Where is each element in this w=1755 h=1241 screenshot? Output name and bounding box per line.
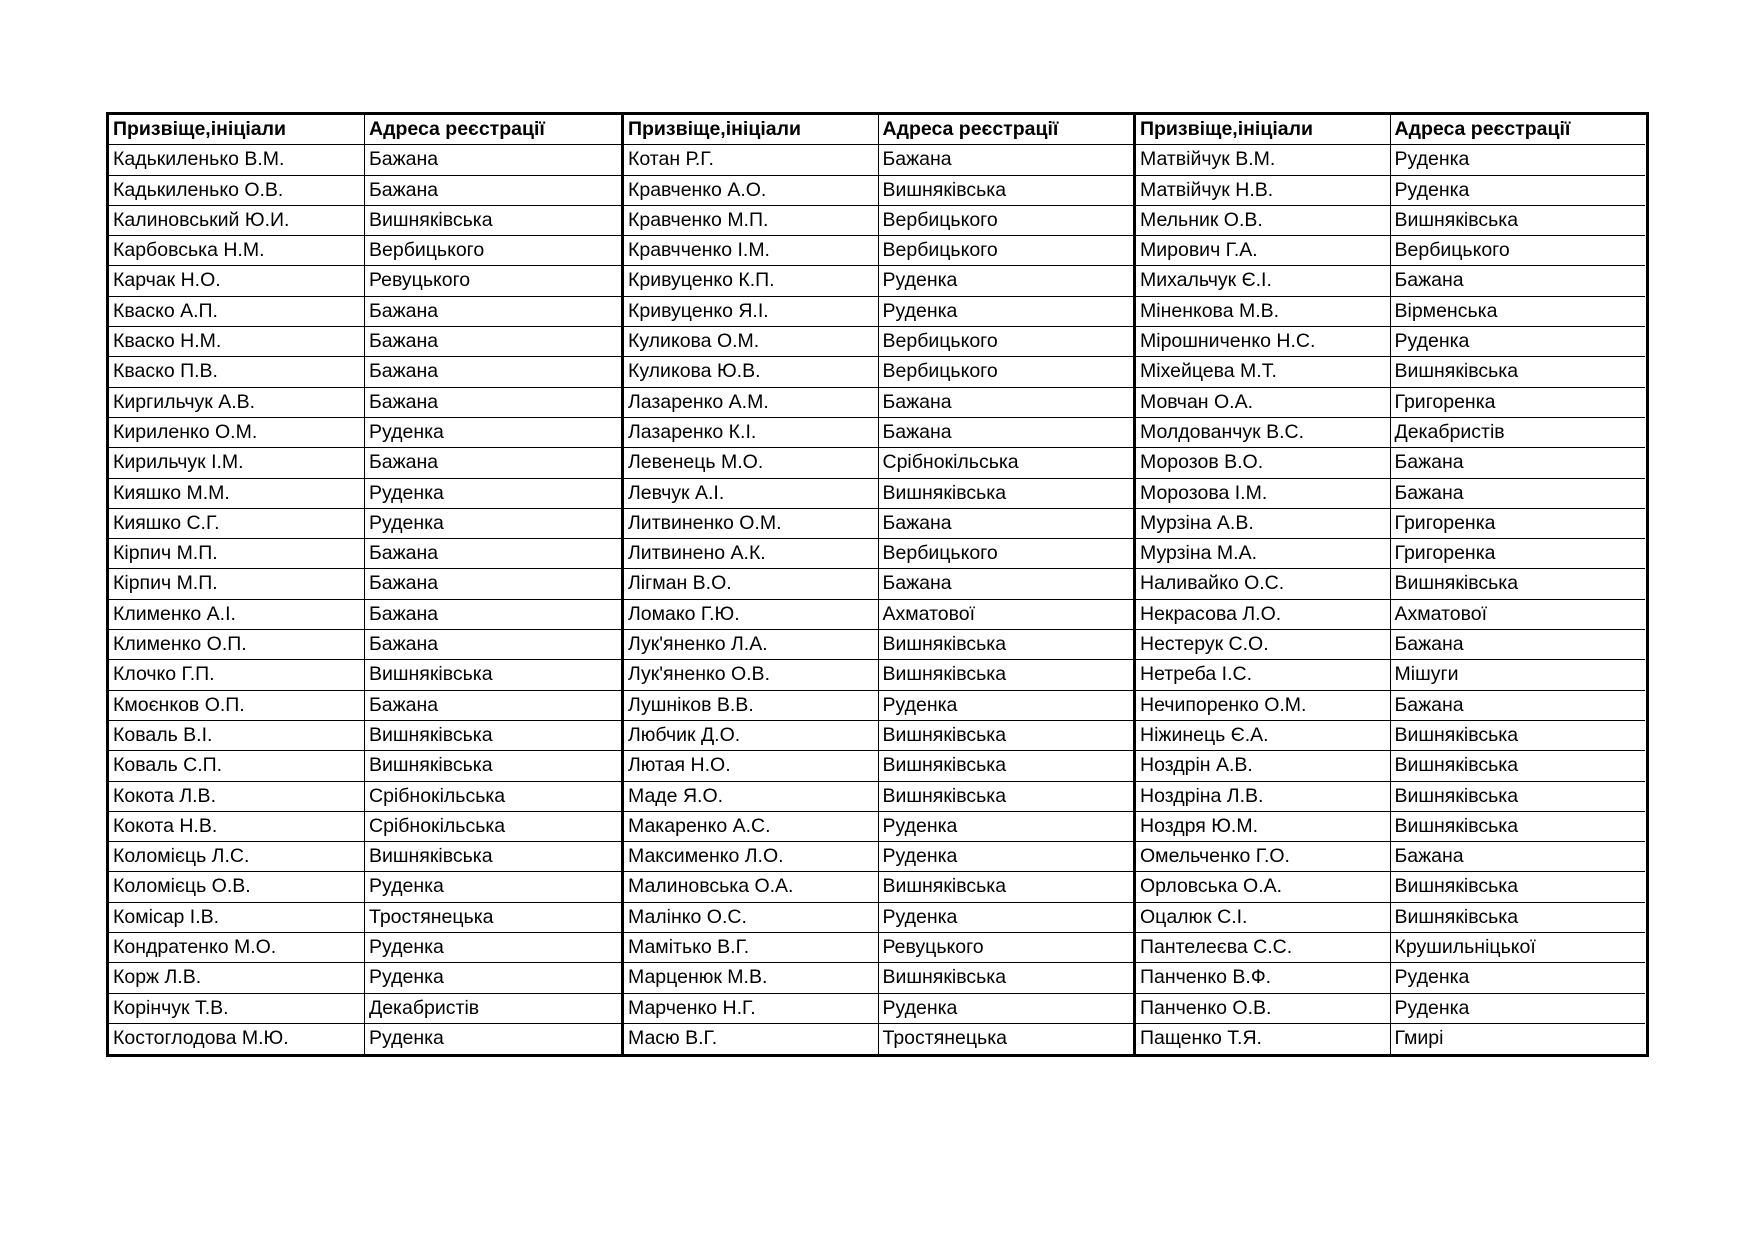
table-row — [624, 903, 1133, 933]
address-cell: Бажана — [369, 299, 439, 322]
address-cell: Григоренка — [1394, 511, 1496, 534]
name-cell: Левенець М.О. — [624, 448, 879, 477]
table-row — [109, 782, 621, 812]
address-cell: Декабристів — [369, 996, 480, 1019]
table-row — [624, 933, 1133, 963]
table-row — [109, 357, 621, 387]
table-row — [624, 418, 1133, 448]
address-cell: Бажана — [1394, 845, 1464, 868]
header-row — [624, 115, 1133, 145]
table-row — [624, 176, 1133, 206]
table-row — [624, 812, 1133, 842]
address-cell: Руденка — [1394, 178, 1470, 201]
name-cell: Кваско П.В. — [109, 357, 365, 386]
name-cell: Марценюк М.В. — [624, 963, 879, 992]
name-cell: Левчук А.І. — [624, 479, 879, 508]
name-cell: Малиновська О.А. — [624, 872, 879, 901]
address-cell: Вишняківська — [882, 723, 1007, 746]
header-name-cell: Призвіще,ініціали — [1136, 115, 1391, 144]
table-row — [1136, 297, 1645, 327]
name-cell: Кмоєнков О.П. — [109, 691, 365, 720]
address-cell: Руденка — [882, 299, 958, 322]
table-row — [1136, 691, 1645, 721]
name-cell: Кравченко М.П. — [624, 206, 879, 235]
table-row — [109, 691, 621, 721]
table-row — [1136, 176, 1645, 206]
table-row — [624, 963, 1133, 993]
table-row — [109, 1024, 621, 1054]
name-cell: Ніжинець Є.А. — [1136, 721, 1391, 750]
table-row — [624, 630, 1133, 660]
address-cell: Бажана — [369, 693, 439, 716]
name-cell: Кривуценко К.П. — [624, 266, 879, 295]
name-cell: Корінчук Т.В. — [109, 994, 365, 1023]
address-cell: Вишняківська — [369, 208, 493, 231]
header-name-cell: Призвіще,ініціали — [109, 115, 365, 144]
table-row — [1136, 569, 1645, 599]
name-cell: Кравчченко І.М. — [624, 236, 879, 265]
table-row — [1136, 933, 1645, 963]
address-cell: Руденка — [369, 420, 444, 443]
address-cell: Вишняківська — [369, 723, 493, 746]
table-row — [624, 660, 1133, 690]
name-cell: Кирильчук І.М. — [109, 448, 365, 477]
address-cell: Григоренка — [1394, 542, 1496, 565]
name-cell: Карбовська Н.М. — [109, 236, 365, 265]
address-cell: Тростянецька — [369, 905, 494, 928]
table-row — [624, 691, 1133, 721]
address-cell: Руденка — [882, 905, 958, 928]
name-cell: Литвинено А.К. — [624, 539, 879, 568]
header-address-cell: Адреса реєстрації — [882, 118, 1059, 140]
name-cell: Міненкова М.В. — [1136, 297, 1391, 326]
name-cell: Матвійчук Н.В. — [1136, 176, 1391, 205]
address-cell: Руденка — [369, 481, 444, 504]
table-row — [624, 782, 1133, 812]
column-block-2 — [621, 115, 1133, 1054]
address-cell: Вишняківська — [882, 663, 1007, 686]
name-cell: Лук'яненко Л.А. — [624, 630, 879, 659]
address-cell: Руденка — [1394, 148, 1470, 171]
header-address-cell: Адреса реєстрації — [369, 118, 545, 140]
table-row — [1136, 872, 1645, 902]
column-block-3 — [1133, 115, 1645, 1054]
name-cell: Кравченко А.О. — [624, 176, 879, 205]
table-row — [624, 206, 1133, 236]
table-row — [109, 479, 621, 509]
header-row — [109, 115, 621, 145]
address-cell: Бажана — [1394, 451, 1464, 474]
name-cell: Лазаренко К.І. — [624, 418, 879, 447]
name-cell: Орловська О.А. — [1136, 872, 1391, 901]
table-row — [109, 388, 621, 418]
table-row — [624, 448, 1133, 478]
name-cell: Макаренко А.С. — [624, 812, 879, 841]
name-cell: Кривуценко Я.І. — [624, 297, 879, 326]
table-row — [109, 569, 621, 599]
name-cell: Марченко Н.Г. — [624, 994, 879, 1023]
name-cell: Киргильчук А.В. — [109, 388, 365, 417]
table-row — [109, 872, 621, 902]
header-name-cell: Призвіще,ініціали — [624, 115, 879, 144]
table-row — [1136, 388, 1645, 418]
address-cell: Вербицького — [882, 330, 998, 353]
address-cell: Бажана — [882, 390, 952, 413]
address-cell: Вишняківська — [882, 633, 1007, 656]
address-cell: Руденка — [1394, 966, 1470, 989]
address-cell: Вишняківська — [1394, 723, 1519, 746]
address-cell: Вишняківська — [882, 875, 1007, 898]
name-cell: Мурзіна М.А. — [1136, 539, 1391, 568]
address-cell: Бажана — [369, 572, 439, 595]
table-row — [624, 994, 1133, 1024]
table-row — [1136, 903, 1645, 933]
name-cell: Кокота Н.В. — [109, 812, 365, 841]
table-row — [109, 206, 621, 236]
table-row — [624, 509, 1133, 539]
table-row — [109, 721, 621, 751]
address-cell: Бажана — [882, 572, 952, 595]
name-cell: Міхейцева М.Т. — [1136, 357, 1391, 386]
address-cell: Бажана — [1394, 481, 1464, 504]
name-cell: Коваль В.І. — [109, 721, 365, 750]
address-cell: Вишняківська — [369, 663, 493, 686]
table-row — [1136, 539, 1645, 569]
address-cell: Бажана — [369, 360, 439, 383]
name-cell: Малінко О.С. — [624, 903, 879, 932]
address-cell: Бажана — [882, 148, 952, 171]
address-cell: Срібнокільська — [369, 784, 506, 807]
table-row — [624, 721, 1133, 751]
name-cell: Мовчан О.А. — [1136, 388, 1391, 417]
table-row — [1136, 842, 1645, 872]
table-row — [1136, 600, 1645, 630]
table-row — [624, 842, 1133, 872]
name-cell: Ломако Г.Ю. — [624, 600, 879, 629]
name-cell: Мірошниченко Н.С. — [1136, 327, 1391, 356]
name-cell: Кондратенко М.О. — [109, 933, 365, 962]
table-row — [1136, 963, 1645, 993]
name-cell: Омельченко Г.О. — [1136, 842, 1391, 871]
table-row — [109, 660, 621, 690]
registration-table — [106, 112, 1649, 1057]
name-cell: Ноздріна Л.В. — [1136, 782, 1391, 811]
address-cell: Вишняківська — [1394, 360, 1519, 383]
name-cell: Мирович Г.А. — [1136, 236, 1391, 265]
address-cell: Руденка — [369, 511, 444, 534]
address-cell: Срібнокільська — [369, 814, 506, 837]
name-cell: Коваль С.П. — [109, 751, 365, 780]
address-cell: Срібнокільська — [882, 451, 1019, 474]
address-cell: Бажана — [882, 511, 952, 534]
table-row — [109, 630, 621, 660]
name-cell: Панченко В.Ф. — [1136, 963, 1391, 992]
address-cell: Бажана — [369, 602, 439, 625]
table-row — [1136, 266, 1645, 296]
address-cell: Вишняківська — [369, 754, 493, 777]
address-cell: Руденка — [369, 966, 444, 989]
address-cell: Руденка — [1394, 330, 1470, 353]
table-row — [624, 357, 1133, 387]
name-cell: Клочко Г.П. — [109, 660, 365, 689]
name-cell: Максименко Л.О. — [624, 842, 879, 871]
table-row — [1136, 479, 1645, 509]
table-row — [624, 145, 1133, 175]
table-row — [109, 903, 621, 933]
table-row — [1136, 1024, 1645, 1054]
name-cell: Молдованчук В.С. — [1136, 418, 1391, 447]
address-cell: Вишняківська — [1394, 208, 1519, 231]
table-row — [1136, 145, 1645, 175]
name-cell: Костоглодова М.Ю. — [109, 1024, 365, 1054]
address-cell: Вербицького — [882, 239, 998, 262]
name-cell: Куликова Ю.В. — [624, 357, 879, 386]
address-cell: Григоренка — [1394, 390, 1496, 413]
table-row — [624, 236, 1133, 266]
table-row — [1136, 448, 1645, 478]
name-cell: Мамітько В.Г. — [624, 933, 879, 962]
name-cell: Клименко А.І. — [109, 600, 365, 629]
table-row — [109, 297, 621, 327]
name-cell: Панченко О.В. — [1136, 994, 1391, 1023]
address-cell: Руденка — [1394, 996, 1470, 1019]
name-cell: Литвиненко О.М. — [624, 509, 879, 538]
table-row — [624, 1024, 1133, 1054]
address-cell: Вишняківська — [1394, 572, 1519, 595]
table-row — [109, 963, 621, 993]
name-cell: Пантелеєва С.С. — [1136, 933, 1391, 962]
table-row — [1136, 357, 1645, 387]
table-row — [109, 933, 621, 963]
table-row — [109, 539, 621, 569]
address-cell: Вірменська — [1394, 299, 1498, 322]
table-row — [1136, 418, 1645, 448]
table-row — [1136, 206, 1645, 236]
address-cell: Вишняківська — [1394, 754, 1519, 777]
header-row — [1136, 115, 1645, 145]
name-cell: Ноздря Ю.М. — [1136, 812, 1391, 841]
table-row — [109, 509, 621, 539]
name-cell: Кадькиленько О.В. — [109, 176, 365, 205]
name-cell: Некрасова Л.О. — [1136, 600, 1391, 629]
address-cell: Бажана — [369, 148, 439, 171]
address-cell: Руденка — [882, 693, 958, 716]
address-cell: Крушильніцької — [1394, 936, 1536, 959]
name-cell: Нестерук С.О. — [1136, 630, 1391, 659]
table-row — [109, 236, 621, 266]
address-cell: Руденка — [369, 875, 444, 898]
name-cell: Комісар І.В. — [109, 903, 365, 932]
name-cell: Мельник О.В. — [1136, 206, 1391, 235]
name-cell: Ноздрін А.В. — [1136, 751, 1391, 780]
name-cell: Мурзіна А.В. — [1136, 509, 1391, 538]
name-cell: Михальчук Є.І. — [1136, 266, 1391, 295]
address-cell: Мішуги — [1394, 663, 1459, 686]
table-row — [109, 176, 621, 206]
table-row — [624, 600, 1133, 630]
address-cell: Вербицького — [369, 239, 485, 262]
name-cell: Морозов В.О. — [1136, 448, 1391, 477]
address-cell: Бажана — [369, 178, 439, 201]
name-cell: Корж Л.В. — [109, 963, 365, 992]
table-row — [109, 418, 621, 448]
address-cell: Вишняківська — [882, 966, 1007, 989]
header-address-cell: Адреса реєстрації — [1394, 118, 1571, 140]
name-cell: Лазаренко А.М. — [624, 388, 879, 417]
name-cell: Лютая Н.О. — [624, 751, 879, 780]
name-cell: Куликова О.М. — [624, 327, 879, 356]
name-cell: Нетреба І.С. — [1136, 660, 1391, 689]
table-row — [1136, 509, 1645, 539]
address-cell: Вишняківська — [882, 481, 1007, 504]
address-cell: Вербицького — [882, 360, 998, 383]
address-cell: Тростянецька — [882, 1026, 1007, 1049]
address-cell: Ревуцького — [369, 269, 471, 292]
address-cell: Ахматової — [1394, 602, 1488, 625]
name-cell: Кірпич М.П. — [109, 569, 365, 598]
address-cell: Гмирі — [1394, 1026, 1444, 1049]
name-cell: Коломієць Л.С. — [109, 842, 365, 871]
name-cell: Кокота Л.В. — [109, 782, 365, 811]
table-row — [1136, 630, 1645, 660]
address-cell: Бажана — [1394, 633, 1464, 656]
name-cell: Кваско А.П. — [109, 297, 365, 326]
table-row — [624, 266, 1133, 296]
name-cell: Коломієць О.В. — [109, 872, 365, 901]
table-row — [1136, 327, 1645, 357]
address-cell: Вишняківська — [882, 178, 1007, 201]
address-cell: Руденка — [882, 269, 958, 292]
name-cell: Кияшко С.Г. — [109, 509, 365, 538]
name-cell: Лігман В.О. — [624, 569, 879, 598]
table-row — [1136, 751, 1645, 781]
table-row — [109, 266, 621, 296]
table-row — [109, 327, 621, 357]
table-row — [624, 751, 1133, 781]
name-cell: Кірпич М.П. — [109, 539, 365, 568]
address-cell: Вишняківська — [882, 754, 1007, 777]
table-row — [624, 388, 1133, 418]
address-cell: Руденка — [882, 814, 958, 837]
address-cell: Вишняківська — [369, 845, 493, 868]
name-cell: Наливайко О.С. — [1136, 569, 1391, 598]
table-row — [1136, 236, 1645, 266]
table-row — [109, 812, 621, 842]
address-cell: Руденка — [882, 845, 958, 868]
name-cell: Котан Р.Г. — [624, 145, 879, 174]
address-cell: Вишняківська — [1394, 905, 1519, 928]
name-cell: Кияшко М.М. — [109, 479, 365, 508]
name-cell: Маде Я.О. — [624, 782, 879, 811]
name-cell: Любчик Д.О. — [624, 721, 879, 750]
address-cell: Вишняківська — [1394, 814, 1519, 837]
address-cell: Бажана — [369, 633, 439, 656]
name-cell: Лушніков В.В. — [624, 691, 879, 720]
table-row — [109, 145, 621, 175]
address-cell: Вишняківська — [1394, 784, 1519, 807]
address-cell: Вишняківська — [1394, 875, 1519, 898]
address-cell: Вишняківська — [882, 784, 1007, 807]
name-cell: Лук'яненко О.В. — [624, 660, 879, 689]
name-cell: Масю В.Г. — [624, 1024, 879, 1054]
address-cell: Бажана — [1394, 269, 1464, 292]
name-cell: Матвійчук В.М. — [1136, 145, 1391, 174]
table-row — [109, 600, 621, 630]
address-cell: Вербицького — [882, 208, 998, 231]
name-cell: Нечипоренко О.М. — [1136, 691, 1391, 720]
table-row — [1136, 721, 1645, 751]
table-row — [624, 297, 1133, 327]
address-cell: Бажана — [1394, 693, 1464, 716]
table-row — [109, 751, 621, 781]
table-row — [1136, 660, 1645, 690]
table-row — [109, 448, 621, 478]
table-row — [109, 842, 621, 872]
name-cell: Клименко О.П. — [109, 630, 365, 659]
name-cell: Пащенко Т.Я. — [1136, 1024, 1391, 1054]
table-row — [624, 872, 1133, 902]
name-cell: Калиновський Ю.И. — [109, 206, 365, 235]
name-cell: Кириленко О.М. — [109, 418, 365, 447]
address-cell: Руденка — [369, 936, 444, 959]
address-cell: Руденка — [369, 1026, 444, 1049]
table-row — [624, 569, 1133, 599]
table-row — [1136, 782, 1645, 812]
name-cell: Оцалюк С.І. — [1136, 903, 1391, 932]
address-cell: Бажана — [369, 542, 439, 565]
name-cell: Кадькиленько В.М. — [109, 145, 365, 174]
table-row — [624, 479, 1133, 509]
address-cell: Бажана — [369, 451, 439, 474]
address-cell: Бажана — [882, 420, 952, 443]
table-row — [624, 539, 1133, 569]
address-cell: Ревуцького — [882, 936, 984, 959]
name-cell: Морозова І.М. — [1136, 479, 1391, 508]
table-row — [1136, 812, 1645, 842]
table-row — [109, 994, 621, 1024]
column-block-1 — [109, 115, 621, 1054]
address-cell: Руденка — [882, 996, 958, 1019]
address-cell: Декабристів — [1394, 420, 1505, 443]
address-cell: Ахматової — [882, 602, 976, 625]
name-cell: Карчак Н.О. — [109, 266, 365, 295]
name-cell: Кваско Н.М. — [109, 327, 365, 356]
address-cell: Вербицького — [1394, 239, 1510, 262]
table-row — [1136, 994, 1645, 1024]
table-row — [624, 327, 1133, 357]
address-cell: Вербицького — [882, 542, 998, 565]
address-cell: Бажана — [369, 330, 439, 353]
address-cell: Бажана — [369, 390, 439, 413]
